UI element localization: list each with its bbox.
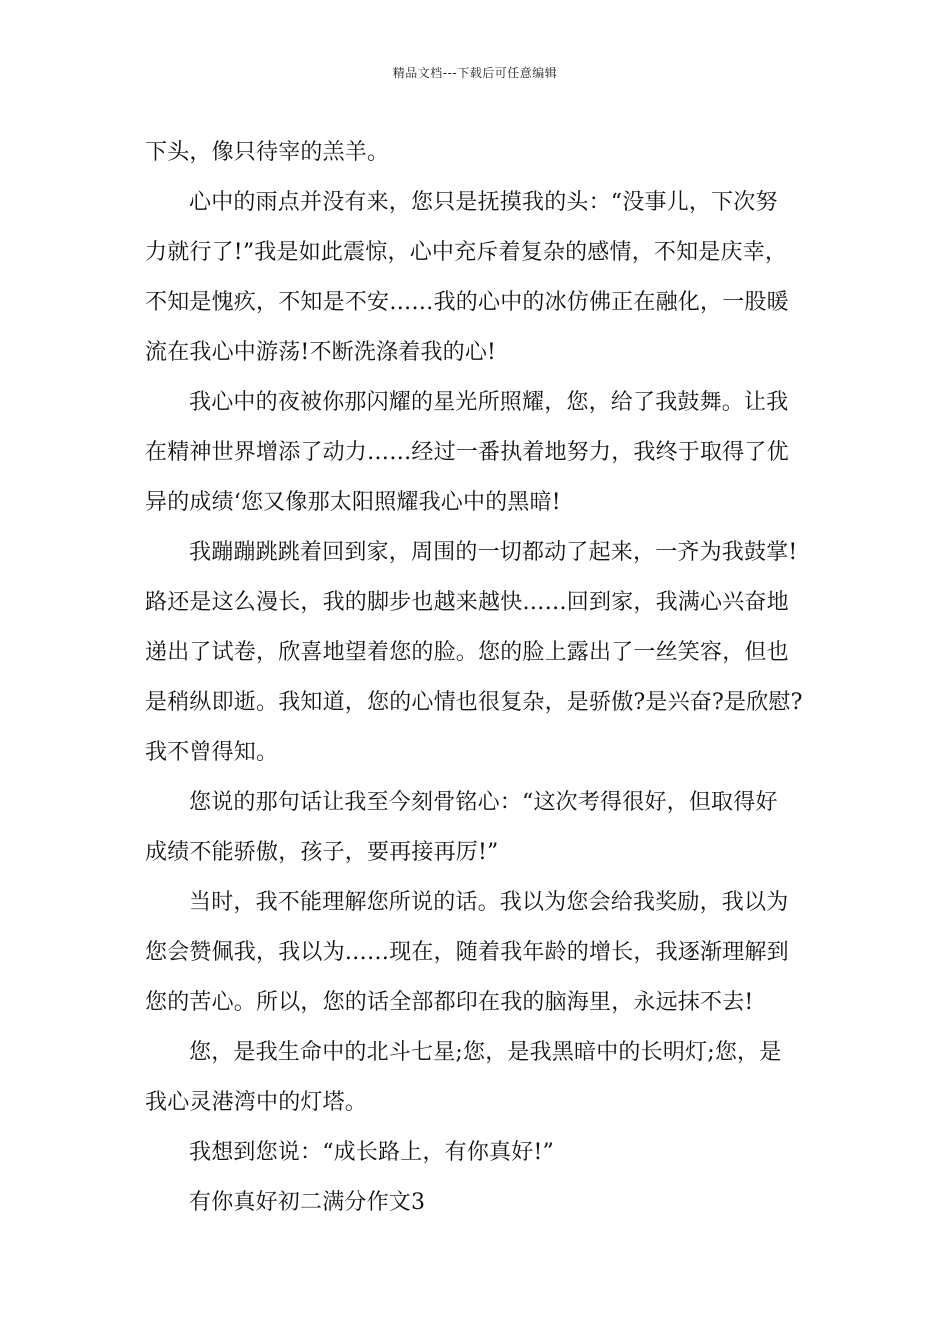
paragraph-start-line: 我想到您说：“成长路上，有你真好!” — [189, 1140, 554, 1165]
text-line: 路还是这么漫长，我的脚步也越来越快……回到家，我满心兴奋地 — [145, 590, 789, 615]
text-line: 流在我心中游荡!不断洗涤着我的心! — [145, 340, 497, 365]
section-heading: 有你真好初二满分作文3 — [189, 1190, 426, 1215]
text-line: 是稍纵即逝。我知道，您的心情也很复杂，是骄傲?是兴奋?是欣慰? — [145, 690, 803, 715]
paragraph-start-line: 我蹦蹦跳跳着回到家，周围的一切都动了起来，一齐为我鼓掌! — [189, 540, 798, 565]
paragraph-start-line: 当时，我不能理解您所说的话。我以为您会给我奖励，我以为 — [189, 890, 789, 915]
paragraph-start-line: 您说的那句话让我至今刻骨铭心：“这次考得很好，但取得好 — [189, 790, 778, 815]
paragraph-start-line: 心中的雨点并没有来，您只是抚摸我的头：“没事儿，下次努 — [189, 190, 778, 215]
page-header: 精品文档---下载后可任意编辑 — [392, 66, 558, 80]
text-line: 成绩不能骄傲，孩子，要再接再厉!” — [145, 840, 499, 865]
text-line: 您的苦心。所以，您的话全部都印在我的脑海里，永远抹不去! — [145, 990, 754, 1015]
text-line: 在精神世界增添了动力……经过一番执着地努力，我终于取得了优 — [145, 440, 789, 465]
paragraph-start-line: 我心中的夜被你那闪耀的星光所照耀，您，给了我鼓舞。让我 — [189, 390, 789, 415]
text-line: 我心灵港湾中的灯塔。 — [145, 1090, 368, 1115]
paragraph-start-line: 您，是我生命中的北斗七星;您，是我黑暗中的长明灯;您，是 — [189, 1040, 782, 1065]
text-line: 异的成绩‘您又像那太阳照耀我心中的黑暗! — [145, 490, 561, 515]
essay-body — [145, 128, 810, 1228]
text-line: 您会赞佩我，我以为……现在，随着我年龄的增长，我逐渐理解到 — [145, 940, 789, 965]
text-line: 递出了试卷，欣喜地望着您的脸。您的脸上露出了一丝笑容，但也 — [145, 640, 789, 665]
text-line: 力就行了!”我是如此震惊，心中充斥着复杂的感情，不知是庆幸， — [145, 240, 788, 265]
text-line: 下头，像只待宰的羔羊。 — [145, 140, 390, 165]
text-line: 不知是愧疚，不知是不安……我的心中的冰仿佛正在融化，一股暖 — [145, 290, 789, 315]
text-line: 我不曾得知。 — [145, 740, 279, 765]
